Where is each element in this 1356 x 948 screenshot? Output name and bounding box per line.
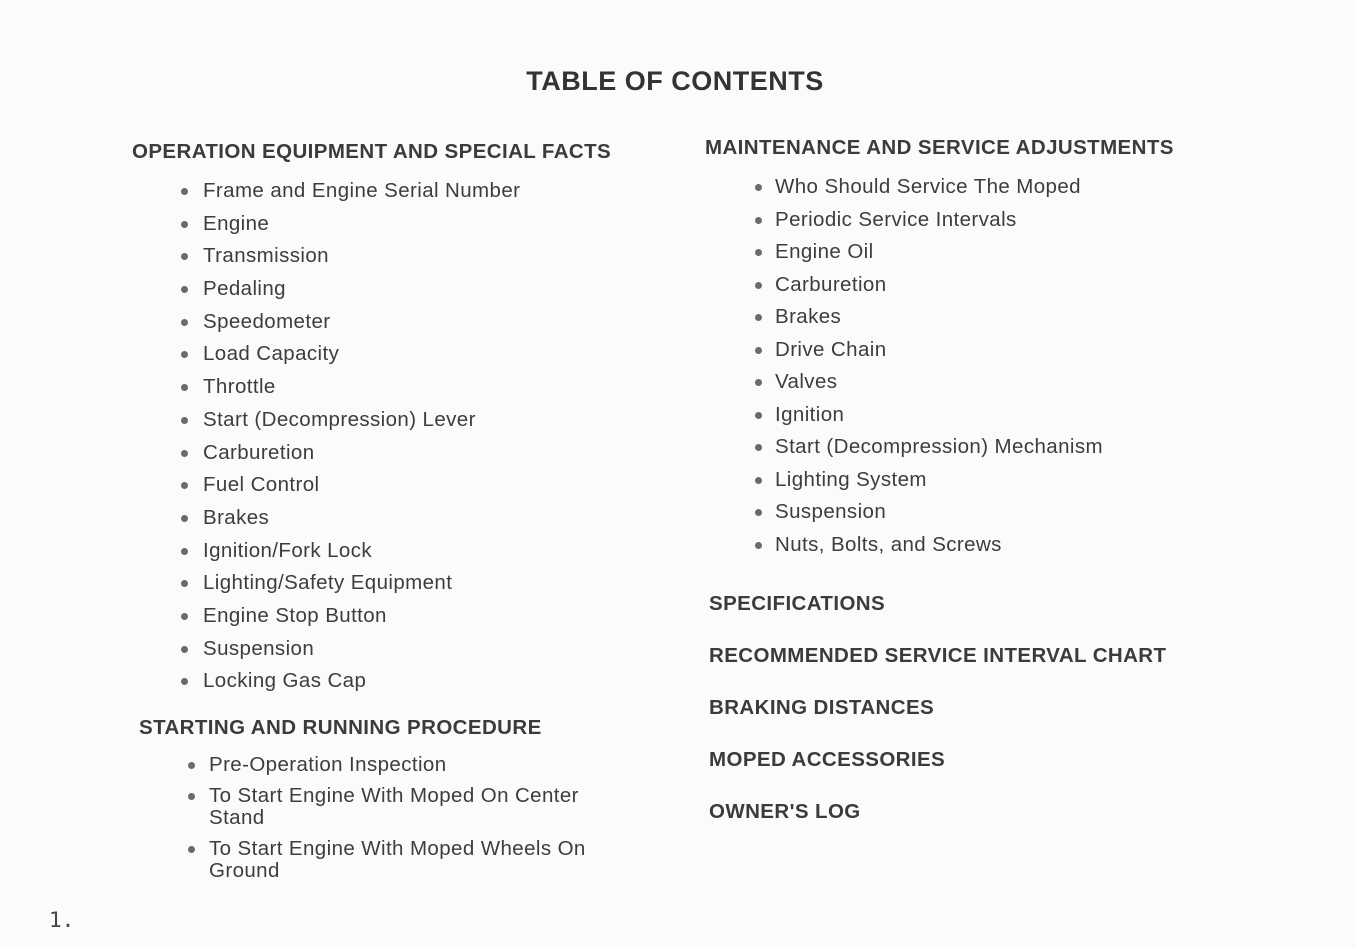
page-number: 1. xyxy=(49,908,75,932)
toc-item-label: Engine Stop Button xyxy=(203,603,387,627)
section-heading[interactable]: STARTING AND RUNNING PROCEDURE xyxy=(139,716,542,739)
toc-item-label: Engine Oil xyxy=(775,240,874,263)
toc-item-label: Throttle xyxy=(203,375,276,399)
toc-item[interactable] xyxy=(132,667,672,700)
bullet-icon xyxy=(755,249,762,256)
toc-item-label: Speedometer xyxy=(203,309,331,333)
toc-item[interactable] xyxy=(132,471,672,504)
bullet-icon xyxy=(181,646,188,653)
bullet-icon xyxy=(755,184,762,191)
toc-item-label: Lighting System xyxy=(775,467,927,491)
toc-item[interactable] xyxy=(132,210,672,243)
bullet-icon xyxy=(755,217,762,224)
toc-item[interactable] xyxy=(132,242,672,275)
toc-item[interactable] xyxy=(132,602,672,635)
toc-item[interactable] xyxy=(132,537,672,570)
bullet-icon xyxy=(181,286,188,293)
toc-item[interactable] xyxy=(132,754,672,776)
toc-item-label: Locking Gas Cap xyxy=(203,669,367,693)
toc-item[interactable] xyxy=(132,373,672,406)
bullet-icon xyxy=(755,314,762,321)
toc-item[interactable] xyxy=(705,498,1305,531)
toc-item[interactable] xyxy=(705,368,1305,401)
toc-item[interactable] xyxy=(705,466,1305,499)
bullet-icon xyxy=(181,515,188,522)
section-heading-owners-log[interactable]: OWNER'S LOG xyxy=(709,800,861,823)
toc-item-list xyxy=(132,177,672,700)
bullet-icon xyxy=(181,417,188,424)
toc-item[interactable] xyxy=(705,303,1305,336)
toc-item[interactable] xyxy=(132,308,672,341)
toc-item-label: To Start Engine With Moped On Center Stand xyxy=(209,784,579,829)
toc-section-operation xyxy=(132,140,672,700)
toc-item-label: Start (Decompression) Lever xyxy=(203,407,476,431)
bullet-icon xyxy=(188,846,195,853)
toc-item-label: To Start Engine With Moped Wheels On Ground xyxy=(209,837,586,882)
bullet-icon xyxy=(755,542,762,549)
toc-item-label: Carburetion xyxy=(203,440,315,464)
toc-item[interactable] xyxy=(132,275,672,308)
toc-item-label: Pedaling xyxy=(203,277,286,301)
bullet-icon xyxy=(188,793,195,800)
toc-section-maintenance xyxy=(705,136,1305,563)
toc-item-list xyxy=(132,754,672,882)
toc-item[interactable] xyxy=(705,238,1305,271)
toc-item[interactable] xyxy=(705,401,1305,434)
bullet-icon xyxy=(188,762,195,769)
toc-item[interactable] xyxy=(132,340,672,373)
toc-item-label: Fuel Control xyxy=(203,473,320,497)
bullet-icon xyxy=(181,613,188,620)
toc-item[interactable] xyxy=(705,271,1305,304)
toc-item[interactable] xyxy=(705,173,1305,206)
left-column xyxy=(132,140,672,891)
toc-item-label: Load Capacity xyxy=(203,342,340,366)
toc-item[interactable] xyxy=(132,838,672,882)
toc-item-label: Periodic Service Intervals xyxy=(775,207,1017,231)
toc-item[interactable] xyxy=(132,439,672,472)
toc-item[interactable] xyxy=(132,785,672,829)
bullet-icon xyxy=(181,221,188,228)
bullet-icon xyxy=(181,188,188,195)
section-heading-braking[interactable]: BRAKING DISTANCES xyxy=(709,696,935,719)
toc-item-label: Start (Decompression) Mechanism xyxy=(775,435,1103,458)
toc-item-label: Pre-Operation Inspection xyxy=(209,753,447,776)
toc-item-label: Frame and Engine Serial Number xyxy=(203,179,521,202)
toc-item-label: Ignition xyxy=(775,402,845,426)
toc-item-label: Suspension xyxy=(203,636,315,660)
bullet-icon xyxy=(181,548,188,555)
toc-item[interactable] xyxy=(132,504,672,537)
toc-item-label: Drive Chain xyxy=(775,337,887,361)
toc-item-label: Brakes xyxy=(203,505,270,529)
toc-item-label: Lighting/Safety Equipment xyxy=(203,571,453,595)
toc-item-label: Transmission xyxy=(203,244,329,268)
section-heading-accessories[interactable]: MOPED ACCESSORIES xyxy=(709,748,946,771)
bullet-icon xyxy=(755,444,762,451)
bullet-icon xyxy=(181,319,188,326)
section-heading-specifications[interactable]: SPECIFICATIONS xyxy=(709,592,886,615)
toc-item[interactable] xyxy=(705,336,1305,369)
toc-item-label: Nuts, Bolts, and Screws xyxy=(775,532,1002,556)
toc-item-label: Brakes xyxy=(775,305,842,328)
page-title: TABLE OF CONTENTS xyxy=(526,66,824,96)
bullet-icon xyxy=(755,509,762,516)
bullet-icon xyxy=(755,412,762,419)
bullet-icon xyxy=(755,379,762,386)
toc-item[interactable] xyxy=(705,206,1305,239)
section-heading[interactable]: OPERATION EQUIPMENT AND SPECIAL FACTS xyxy=(132,140,612,163)
toc-section-starting xyxy=(132,716,672,882)
toc-item[interactable] xyxy=(132,406,672,439)
toc-item-label: Suspension xyxy=(775,500,887,523)
toc-standalone-headings xyxy=(705,589,1305,849)
toc-item[interactable] xyxy=(132,177,672,210)
toc-item-label: Who Should Service The Moped xyxy=(775,175,1081,198)
section-heading-service-chart[interactable]: RECOMMENDED SERVICE INTERVAL CHART xyxy=(709,644,1167,667)
toc-item-label: Valves xyxy=(775,370,838,393)
toc-item[interactable] xyxy=(705,433,1305,466)
bullet-icon xyxy=(755,477,762,484)
bullet-icon xyxy=(755,347,762,354)
section-heading[interactable]: MAINTENANCE AND SERVICE ADJUSTMENTS xyxy=(705,136,1174,159)
bullet-icon xyxy=(181,450,188,457)
toc-item-label: Engine xyxy=(203,211,270,235)
bullet-icon xyxy=(755,282,762,289)
toc-item[interactable] xyxy=(132,635,672,668)
toc-item-label: Carburetion xyxy=(775,272,887,296)
toc-item-list xyxy=(705,173,1305,563)
toc-item[interactable] xyxy=(132,569,672,602)
right-column xyxy=(705,136,1305,849)
toc-item[interactable] xyxy=(705,531,1305,564)
toc-item-label: Ignition/Fork Lock xyxy=(203,538,372,562)
